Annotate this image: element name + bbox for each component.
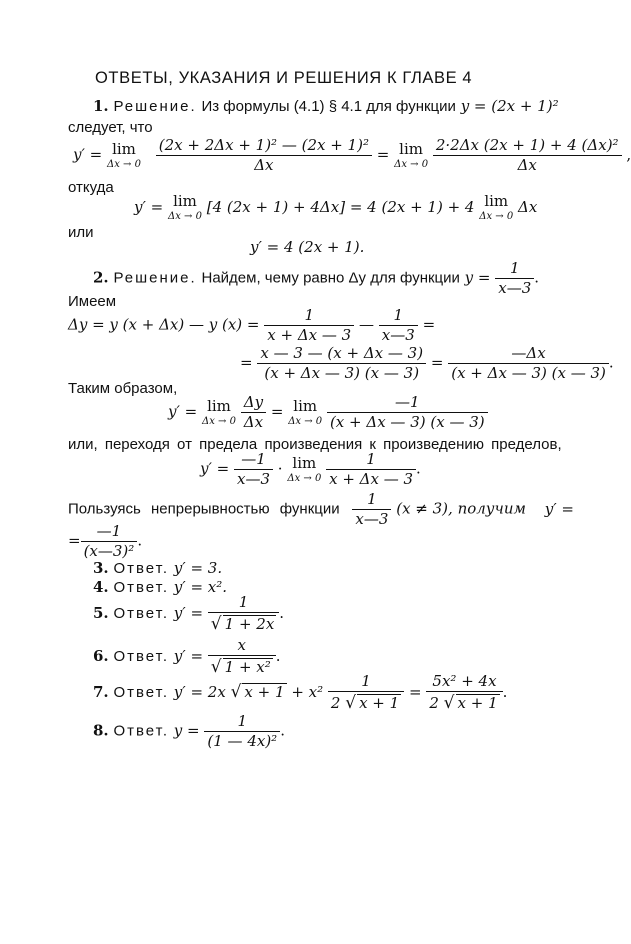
fraction-denominator: Δx <box>156 155 372 173</box>
answer-number: 5. <box>93 604 109 622</box>
equals-sign: = <box>376 145 390 164</box>
fraction-numerator: x — 3 — (x + Δx — 3) <box>260 344 424 362</box>
lim-text: lim <box>112 139 136 158</box>
limit-operator <box>168 194 202 222</box>
period: . <box>608 353 614 372</box>
fraction-denominator: x—3 <box>495 278 534 296</box>
problem-1-limit-result <box>134 194 537 222</box>
problem-text: Найдем, чему равно Δy для функции <box>201 269 460 287</box>
fraction-denominator: Δx <box>433 155 622 173</box>
fraction-numerator: 1 <box>367 490 377 508</box>
radicand: x + 1 <box>359 694 400 712</box>
function-lhs: y = <box>464 268 491 287</box>
problem-1-answer: y′ = 4 (2x + 1). <box>250 238 365 256</box>
sqrt-icon: √ <box>230 682 242 702</box>
answer-5 <box>93 595 284 633</box>
answer-fraction <box>208 595 280 633</box>
solution-label: Решение. <box>113 98 197 115</box>
answer-label: Ответ. <box>113 722 170 740</box>
fraction-numerator: —1 <box>96 522 122 540</box>
limit-operator <box>288 396 323 427</box>
equals-sign: = <box>270 402 284 421</box>
function-fraction <box>495 261 534 296</box>
lim-subscript: Δx → 0 <box>202 415 236 427</box>
answer-fraction <box>328 674 404 712</box>
answer-8 <box>93 714 285 749</box>
answer-label: Ответ. <box>113 579 170 596</box>
problem-1-derivative-formula <box>73 138 631 173</box>
sqrt-icon: √ <box>210 657 222 677</box>
derivative-lhs: y′ = <box>73 145 103 164</box>
radicand: 1 + x² <box>224 658 271 676</box>
delta-y-lhs: Δy = y (x + Δx) — y (x) = <box>68 315 260 334</box>
fraction-numerator: —1 <box>395 393 420 411</box>
final-derivative <box>68 524 142 559</box>
lim-subscript: Δx → 0 <box>288 415 323 427</box>
fraction-denominator <box>328 691 404 712</box>
fraction-denominator: x + Δx — 3 <box>326 469 416 487</box>
expanded-quotient <box>433 138 622 173</box>
answer-number: 8. <box>93 721 109 740</box>
equals-sign: = <box>240 353 253 372</box>
answer-lhs: y = <box>173 721 200 740</box>
problem-1-cont: следует, что <box>68 119 153 136</box>
delta-y-simplification <box>240 346 614 381</box>
answer-number: 4. <box>93 578 109 596</box>
page-heading: ОТВЕТЫ, УКАЗАНИЯ И РЕШЕНИЯ К ГЛАВЕ 4 <box>95 69 473 87</box>
difference-quotient <box>156 138 372 173</box>
sqrt-icon: √ <box>210 614 222 634</box>
product-of-limits <box>200 452 421 487</box>
answer-formula: y′ = x². <box>173 578 228 596</box>
coefficient: 2 <box>330 694 341 712</box>
lim-text: lim <box>292 453 317 472</box>
limit-expression: [4 (2x + 1) + 4Δx] = 4 (2x + 1) + 4 <box>206 198 475 216</box>
fraction-denominator: x—3 <box>379 325 418 343</box>
fraction-numerator: 1 <box>304 306 315 324</box>
answer-label: Ответ. <box>113 648 170 665</box>
answer-6 <box>93 638 281 676</box>
problem-number: 2. <box>93 268 109 287</box>
derivative-lhs: y′ = <box>173 604 204 622</box>
fraction-denominator: (x + Δx — 3) (x — 3) <box>448 363 609 381</box>
have-text: Имеем <box>68 293 117 310</box>
sqrt-icon: √ <box>443 693 455 713</box>
limit-operator <box>479 194 513 222</box>
continuity-text: Пользуясь непрерывностью функции <box>68 500 340 518</box>
answer-formula: y′ = 3. <box>173 559 223 577</box>
lim-subscript: Δx → 0 <box>479 211 514 222</box>
fraction-denominator: x—3 <box>234 469 273 487</box>
condition-text: (x ≠ 3), получим <box>396 499 526 518</box>
fraction-numerator: 1 <box>237 712 248 730</box>
first-fraction <box>264 308 354 343</box>
multiply-dot: · <box>277 459 283 478</box>
answer-7 <box>93 674 507 712</box>
answer-3 <box>93 561 222 576</box>
fraction-numerator: 1 <box>510 259 520 277</box>
fraction-denominator: (x + Δx — 3) (x — 3) <box>257 363 426 381</box>
whence-text: откуда <box>68 179 114 196</box>
second-fraction <box>379 308 418 343</box>
answer-fraction <box>208 638 276 676</box>
problem-1-intro <box>93 99 559 114</box>
limit-tail: Δx <box>518 198 538 216</box>
fraction-denominator <box>208 612 280 633</box>
problem-2-intro <box>93 261 539 296</box>
combined-fraction <box>257 346 426 381</box>
problem-text: Из формулы (4.1) § 4.1 для функции <box>201 98 456 115</box>
answer-lead: y′ = 2x <box>173 683 226 701</box>
simplified-fraction <box>448 346 609 381</box>
problem-number: 1. <box>93 97 109 115</box>
fraction-numerator: x <box>237 636 247 654</box>
fraction-numerator: 2·2Δx (2x + 1) + 4 (Δx)² <box>435 136 619 154</box>
solution-label: Решение. <box>113 269 197 287</box>
equals-sign: = <box>68 531 81 550</box>
fraction-denominator: Δx <box>241 412 266 430</box>
derivative-lhs: y′ = <box>168 402 198 421</box>
comma: , <box>626 145 631 164</box>
answer-number: 3. <box>93 559 109 577</box>
fraction-numerator: 5x² + 4x <box>432 672 497 690</box>
derivative-lhs: y′ = <box>544 499 574 518</box>
answer-term: + x² <box>291 683 324 701</box>
fraction-denominator: (x—3)² <box>81 541 138 559</box>
lim-text: lim <box>293 396 318 415</box>
period: . <box>280 721 285 740</box>
lim-subscript: Δx → 0 <box>394 158 429 170</box>
thus-text: Таким образом, <box>68 380 178 397</box>
fraction-numerator: —Δx <box>511 344 546 362</box>
fraction-numerator: Δy <box>243 393 264 411</box>
fraction-denominator <box>426 691 502 712</box>
period: . <box>416 459 421 478</box>
delta-y-equation <box>68 308 435 343</box>
sqrt-icon: √ <box>345 693 357 713</box>
product-limit-text: или, переходя от предела произведения к произведению пределов, <box>68 436 562 453</box>
derivative-lhs: y′ = <box>134 198 164 216</box>
function-fraction <box>352 492 391 527</box>
lim-text: lim <box>484 192 509 210</box>
answer-label: Ответ. <box>113 560 170 577</box>
derivative-limit <box>168 395 488 430</box>
answer-4 <box>93 580 227 595</box>
fraction-numerator: 1 <box>393 306 404 324</box>
derivative-lhs: y′ = <box>173 647 204 665</box>
limit-operator <box>287 453 322 484</box>
fraction-denominator: x + Δx — 3 <box>264 325 354 343</box>
period: . <box>275 647 281 665</box>
minus-sign: — <box>359 315 374 334</box>
fraction-numerator: 1 <box>361 672 371 690</box>
coefficient: 2 <box>429 694 439 712</box>
answer-label: Ответ. <box>113 684 170 701</box>
fraction-denominator: x—3 <box>352 509 391 527</box>
lim-subscript: Δx → 0 <box>107 158 141 170</box>
fraction-numerator: (2x + 2Δx + 1)² — (2x + 1)² <box>158 136 369 154</box>
radicand: 1 + 2x <box>224 615 275 633</box>
lim-text: lim <box>399 139 423 158</box>
fraction-numerator: —1 <box>241 450 266 468</box>
answer-number: 7. <box>93 683 109 701</box>
equals-sign: = <box>430 353 444 372</box>
limit-operator <box>202 396 236 427</box>
answer-fraction <box>426 674 502 712</box>
fraction-denominator: (x + Δx — 3) (x — 3) <box>327 412 488 430</box>
second-factor <box>326 452 416 487</box>
lim-subscript: Δx → 0 <box>287 472 322 484</box>
delta-ratio <box>241 395 266 430</box>
lim-subscript: Δx → 0 <box>168 211 202 222</box>
limit-operator <box>107 139 141 170</box>
period: . <box>534 268 540 287</box>
period: . <box>502 683 508 701</box>
radicand: x + 1 <box>457 694 498 712</box>
answer-number: 6. <box>93 647 109 665</box>
limit-fraction <box>327 395 488 430</box>
answer-fraction <box>204 714 280 749</box>
fraction-denominator: (1 — 4x)² <box>204 731 280 749</box>
derivative-lhs: y′ = <box>200 459 230 478</box>
fraction-denominator <box>208 655 276 676</box>
limit-operator <box>394 139 429 170</box>
fraction-numerator: 1 <box>366 450 376 468</box>
period: . <box>279 604 285 622</box>
fraction-numerator: 1 <box>238 593 249 611</box>
equals-sign: = <box>422 315 436 334</box>
lim-text: lim <box>207 396 231 415</box>
first-factor <box>234 452 273 487</box>
continuity-line <box>68 492 574 527</box>
radicand: x + 1 <box>244 683 285 701</box>
final-fraction <box>81 524 138 559</box>
answer-label: Ответ. <box>113 605 170 622</box>
lim-text: lim <box>173 192 197 210</box>
period: . <box>137 531 143 550</box>
function-formula: y = (2x + 1)² <box>460 97 559 115</box>
or-text: или <box>68 224 94 241</box>
equals-sign: = <box>408 683 422 701</box>
